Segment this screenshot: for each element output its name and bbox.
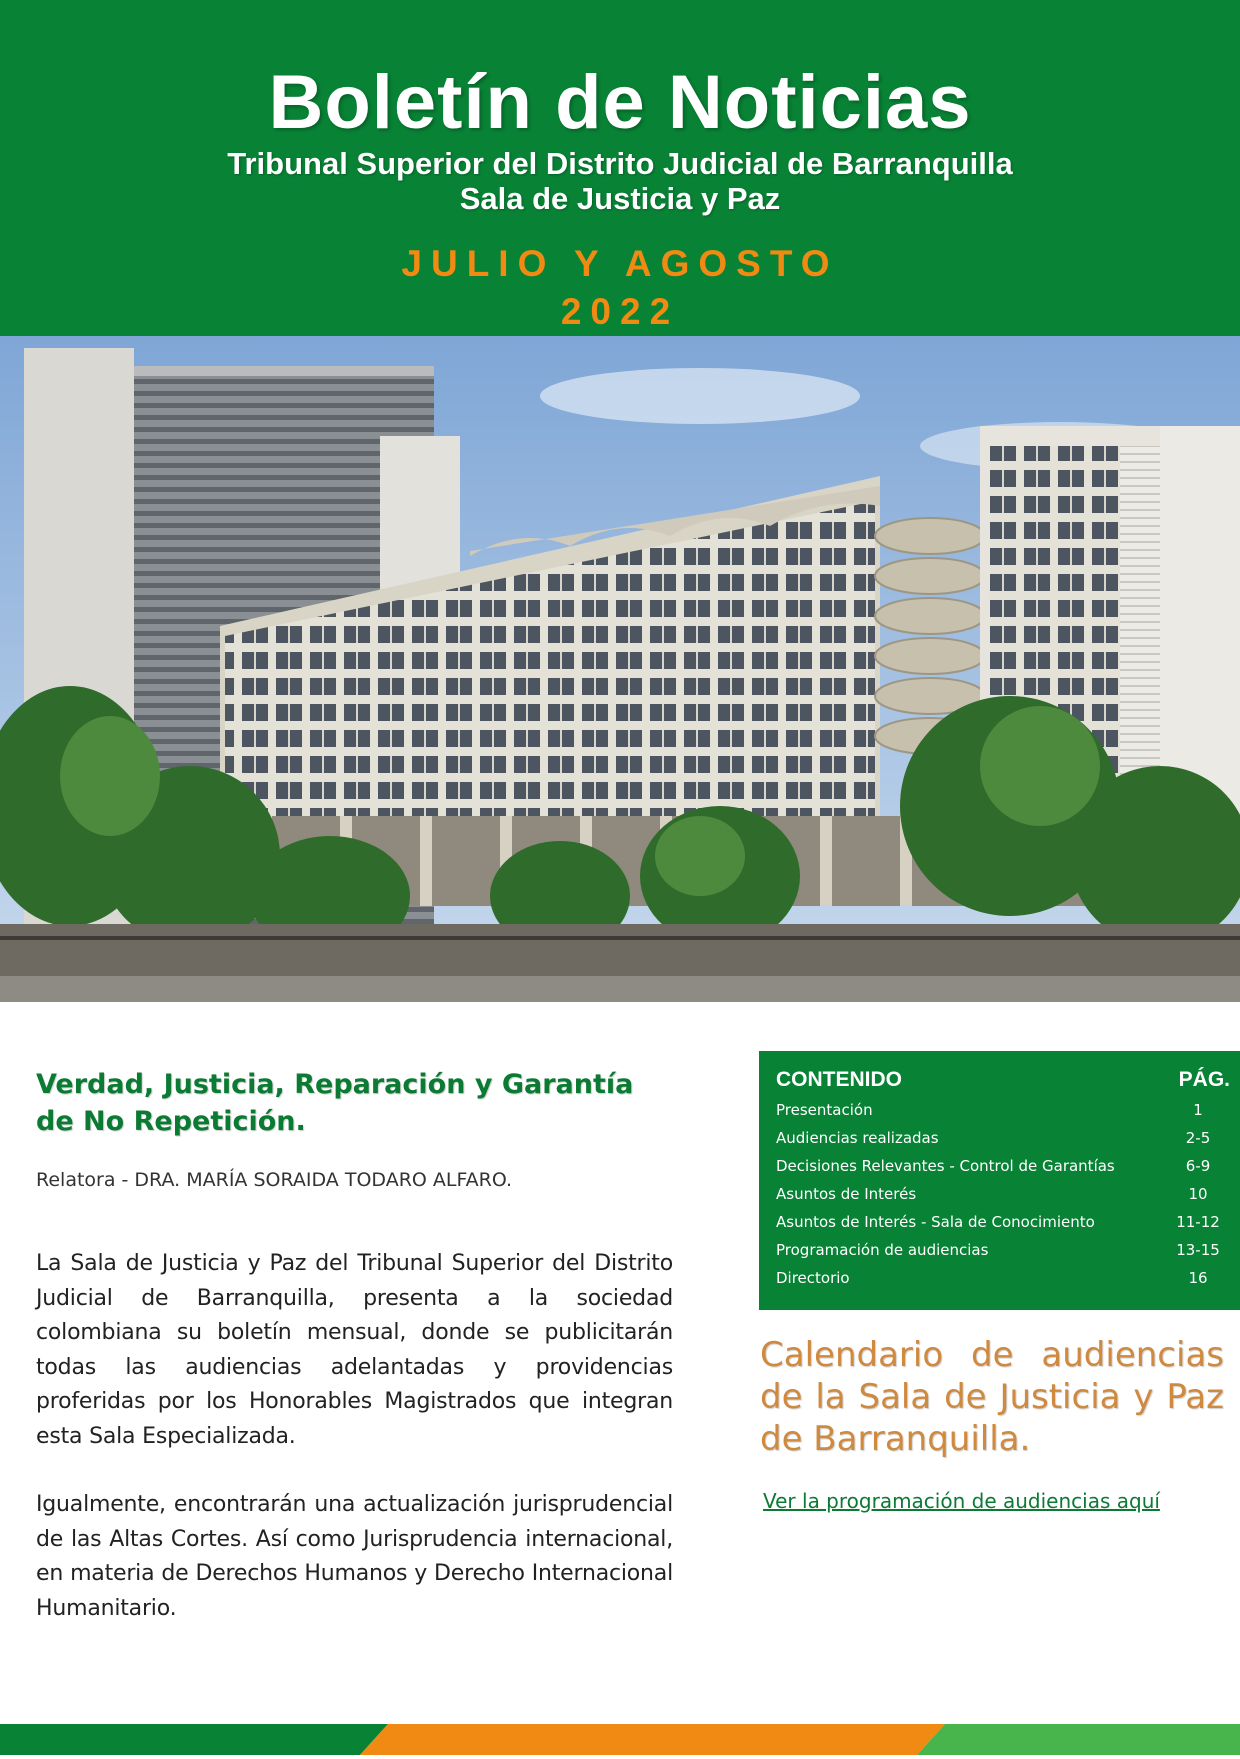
newsletter-title: Boletín de Noticias: [268, 60, 972, 145]
intro-paragraph-1: La Sala de Justicia y Paz del Tribunal Superior del Distrito Judicial de Barranquilla, presenta a la sociedad colombiana su boletín mensual, donde se publicitarán todas las audiencias adelantadas y providencias proferidas por los Honorables Magistrados que integran esta Sala Especializada.: [36, 1251, 673, 1449]
court-building-photo: [0, 336, 1240, 1002]
toc-item-label: Directorio: [776, 1269, 850, 1287]
toc-item-page: 11-12: [1176, 1213, 1220, 1231]
toc-item[interactable]: [776, 1152, 1231, 1180]
toc-item-label: Audiencias realizadas: [776, 1129, 939, 1147]
toc-item[interactable]: [776, 1180, 1231, 1208]
court-name: Tribunal Superior del Distrito Judicial de Barranquilla: [227, 146, 1013, 181]
chamber-name: Sala de Justicia y Paz: [459, 181, 781, 216]
toc-item-label: Asuntos de Interés: [776, 1185, 917, 1203]
toc-item-label: Programación de audiencias: [776, 1241, 989, 1259]
toc-item-label: Presentación: [776, 1101, 873, 1119]
table-of-contents: [759, 1051, 1240, 1310]
period-year: 2022: [560, 291, 680, 332]
toc-item-label: Decisiones Relevantes - Control de Garantías: [776, 1157, 1115, 1175]
toc-item[interactable]: [776, 1096, 1231, 1124]
toc-item-label: Asuntos de Interés - Sala de Conocimiento: [776, 1213, 1095, 1231]
intro-paragraph-2: Igualmente, encontrarán una actualización jurisprudencial de las Altas Cortes. Así como Jurisprudencia internacional, en materia de Derechos Humanos y Derecho Internacional Humanitario.: [36, 1492, 673, 1621]
toc-page-heading: PÁG.: [1178, 1068, 1230, 1091]
toc-item-page: 2-5: [1185, 1129, 1211, 1147]
toc-item[interactable]: [776, 1264, 1231, 1292]
toc-item-page: 10: [1188, 1185, 1208, 1203]
toc-item-page: 6-9: [1185, 1157, 1211, 1175]
section-heading: Verdad, Justicia, Reparación y Garantía de No Repetición.: [36, 1069, 634, 1137]
toc-heading: CONTENIDO: [776, 1068, 902, 1091]
period-months: JULIO Y AGOSTO: [401, 243, 839, 284]
relatora-line: Relatora - DRA. MARÍA SORAIDA TODARO ALFARO.: [36, 1169, 513, 1191]
toc-item-page: 13-15: [1176, 1241, 1220, 1259]
toc-item[interactable]: [776, 1124, 1231, 1152]
toc-item[interactable]: [776, 1208, 1231, 1236]
hearings-schedule-link[interactable]: Ver la programación de audiencias aquí: [763, 1489, 1160, 1513]
header-banner: [0, 0, 1240, 336]
footer-stripe: [0, 1724, 1240, 1755]
toc-item-page: 1: [1193, 1101, 1203, 1119]
toc-item[interactable]: [776, 1236, 1231, 1264]
calendar-title: Calendario de audiencias de la Sala de Justicia y Paz de Barranquilla.: [760, 1335, 1224, 1459]
toc-item-page: 16: [1188, 1269, 1208, 1287]
